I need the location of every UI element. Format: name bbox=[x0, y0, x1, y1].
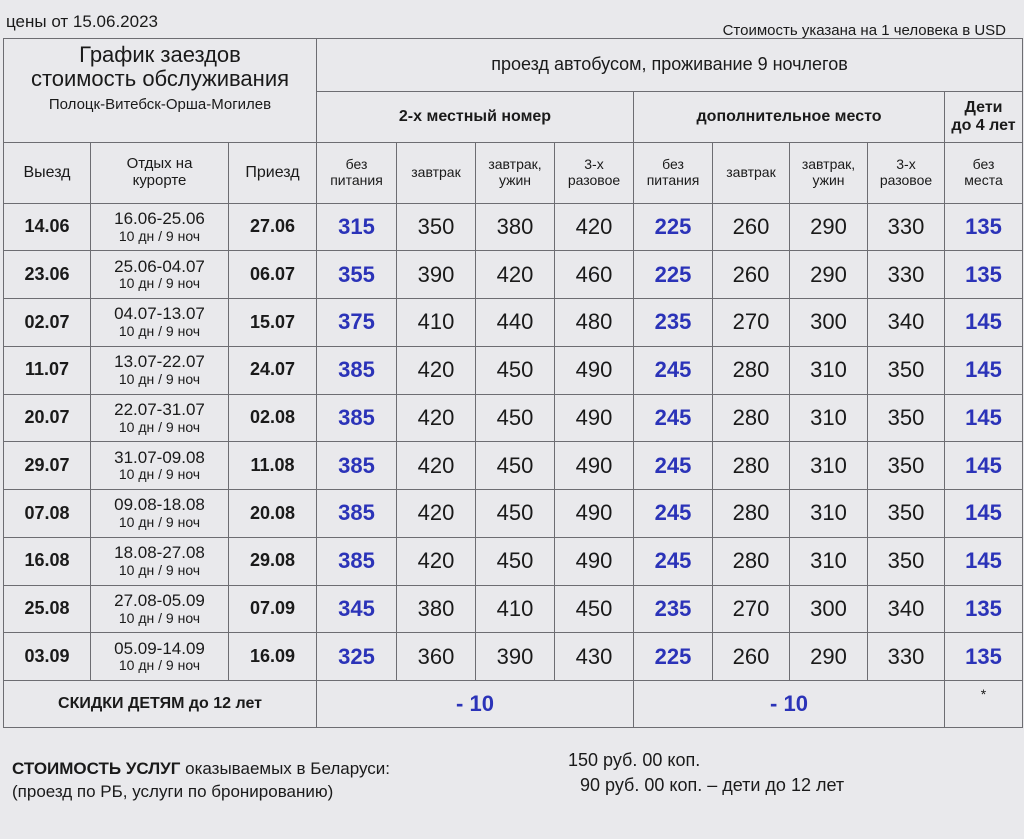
double-col-3-line1: 3-х bbox=[584, 156, 604, 173]
departure-date: 14.06 bbox=[4, 203, 91, 251]
arrival-date: 29.08 bbox=[229, 537, 317, 585]
departure-date: 16.08 bbox=[4, 537, 91, 585]
rest-period-nights: 10 дн / 9 ноч bbox=[118, 514, 201, 531]
double-price: 450 bbox=[476, 346, 555, 394]
double-price: 450 bbox=[476, 490, 555, 538]
double-col-1 bbox=[397, 142, 476, 203]
price-adult: 150 руб. 00 коп. bbox=[568, 750, 701, 770]
extra-price: 290 bbox=[790, 251, 868, 299]
kids-price: 145 bbox=[945, 299, 1023, 347]
rest-period-nights: 10 дн / 9 ноч bbox=[118, 466, 201, 483]
extra-price: 350 bbox=[868, 537, 945, 585]
double-price: 385 bbox=[317, 346, 397, 394]
double-price: 350 bbox=[397, 203, 476, 251]
group-extra-bed: дополнительное место bbox=[634, 91, 945, 142]
extra-price: 235 bbox=[634, 585, 713, 633]
extra-col-2 bbox=[790, 142, 868, 203]
extra-price: 350 bbox=[868, 490, 945, 538]
arrival-date: 02.08 bbox=[229, 394, 317, 442]
extra-price: 260 bbox=[713, 203, 790, 251]
double-price: 420 bbox=[397, 346, 476, 394]
extra-col-1-line1: завтрак bbox=[726, 163, 776, 180]
rest-period-nights: 10 дн / 9 ноч bbox=[118, 609, 201, 626]
route-label: Полоцк-Витебск-Орша-Могилев bbox=[48, 96, 272, 114]
arrival-date: 20.08 bbox=[229, 490, 317, 538]
extra-price: 235 bbox=[634, 299, 713, 347]
rest-period-dates: 22.07-31.07 bbox=[114, 399, 205, 419]
group-kids-line2: до 4 лет bbox=[951, 116, 1016, 134]
discount-double: - 10 bbox=[317, 681, 634, 728]
double-price: 375 bbox=[317, 299, 397, 347]
kids-price: 135 bbox=[945, 633, 1023, 681]
arrival-date: 16.09 bbox=[229, 633, 317, 681]
double-price: 410 bbox=[397, 299, 476, 347]
schedule-title-line1: График заездов bbox=[79, 42, 241, 67]
rest-period-dates: 09.08-18.08 bbox=[114, 495, 205, 515]
rest-period-dates: 13.07-22.07 bbox=[114, 352, 205, 372]
extra-price: 260 bbox=[713, 251, 790, 299]
double-price: 450 bbox=[476, 537, 555, 585]
extra-price: 280 bbox=[713, 490, 790, 538]
extra-price: 245 bbox=[634, 394, 713, 442]
table-row bbox=[4, 203, 1023, 251]
extra-price: 280 bbox=[713, 537, 790, 585]
table-row bbox=[4, 299, 1023, 347]
double-price: 420 bbox=[476, 251, 555, 299]
group-double-room: 2-х местный номер bbox=[317, 91, 634, 142]
extra-price: 280 bbox=[713, 346, 790, 394]
double-col-2-line1: завтрак, bbox=[488, 156, 542, 173]
double-price: 360 bbox=[397, 633, 476, 681]
double-col-1-line1: завтрак bbox=[411, 163, 461, 180]
rest-period bbox=[91, 346, 229, 394]
double-price: 450 bbox=[476, 442, 555, 490]
double-price: 325 bbox=[317, 633, 397, 681]
kids-price: 135 bbox=[945, 203, 1023, 251]
rest-period-nights: 10 дн / 9 ноч bbox=[118, 561, 201, 578]
group-kids-line1: Дети bbox=[964, 99, 1003, 117]
extra-price: 290 bbox=[790, 203, 868, 251]
extra-price: 280 bbox=[713, 442, 790, 490]
kids-price: 135 bbox=[945, 585, 1023, 633]
extra-price: 350 bbox=[868, 394, 945, 442]
arrival-date: 15.07 bbox=[229, 299, 317, 347]
rest-period-dates: 27.08-05.09 bbox=[114, 590, 205, 610]
rest-period-nights: 10 дн / 9 ноч bbox=[118, 275, 201, 292]
extra-price: 270 bbox=[713, 299, 790, 347]
services-title-rest: оказываемых в Беларуси: bbox=[180, 759, 391, 778]
double-price: 380 bbox=[397, 585, 476, 633]
extra-price: 225 bbox=[634, 203, 713, 251]
extra-price: 280 bbox=[713, 394, 790, 442]
double-price: 315 bbox=[317, 203, 397, 251]
extra-price: 310 bbox=[790, 346, 868, 394]
double-col-0-line2: питания bbox=[330, 171, 383, 188]
price-date-note: цены от 15.06.2023 bbox=[6, 12, 159, 31]
kids-price: 145 bbox=[945, 442, 1023, 490]
rest-period bbox=[91, 537, 229, 585]
table-row bbox=[4, 585, 1023, 633]
discount-kids: * bbox=[945, 681, 1023, 728]
double-col-0-line1: без bbox=[345, 156, 368, 173]
extra-col-2-line2: ужин bbox=[812, 171, 845, 188]
extra-price: 300 bbox=[790, 299, 868, 347]
rest-period bbox=[91, 203, 229, 251]
double-price: 420 bbox=[397, 394, 476, 442]
extra-price: 340 bbox=[868, 585, 945, 633]
extra-price: 245 bbox=[634, 490, 713, 538]
col-rest-line1: Отдых на bbox=[126, 155, 193, 173]
kids-col-line2: места bbox=[964, 171, 1003, 188]
col-rest-line2: курорте bbox=[132, 171, 187, 189]
double-price: 480 bbox=[555, 299, 634, 347]
col-departure: Выезд bbox=[4, 142, 91, 203]
discount-row bbox=[4, 681, 1023, 728]
extra-price: 300 bbox=[790, 585, 868, 633]
double-price: 385 bbox=[317, 442, 397, 490]
extra-price: 330 bbox=[868, 633, 945, 681]
kids-price: 145 bbox=[945, 346, 1023, 394]
departure-date: 29.07 bbox=[4, 442, 91, 490]
kids-price: 145 bbox=[945, 490, 1023, 538]
departure-date: 23.06 bbox=[4, 251, 91, 299]
extra-col-0-line2: питания bbox=[646, 171, 700, 188]
double-price: 420 bbox=[397, 490, 476, 538]
departure-date: 20.07 bbox=[4, 394, 91, 442]
rest-period bbox=[91, 490, 229, 538]
rest-period-dates: 05.09-14.09 bbox=[114, 638, 205, 658]
rest-period-dates: 31.07-09.08 bbox=[114, 447, 205, 467]
rest-period-nights: 10 дн / 9 ноч bbox=[118, 657, 201, 674]
rest-period-nights: 10 дн / 9 ноч bbox=[118, 370, 201, 387]
rest-period bbox=[91, 585, 229, 633]
extra-price: 350 bbox=[868, 346, 945, 394]
rest-period bbox=[91, 251, 229, 299]
table-row bbox=[4, 394, 1023, 442]
rest-period-nights: 10 дн / 9 ноч bbox=[118, 227, 201, 244]
double-price: 410 bbox=[476, 585, 555, 633]
double-price: 385 bbox=[317, 490, 397, 538]
table-row bbox=[4, 442, 1023, 490]
rest-period-dates: 04.07-13.07 bbox=[114, 304, 205, 324]
discount-label: СКИДКИ ДЕТЯМ до 12 лет bbox=[4, 681, 317, 728]
price-table bbox=[3, 38, 1023, 728]
extra-col-3-line2: разовое bbox=[879, 171, 933, 188]
extra-price: 310 bbox=[790, 394, 868, 442]
group-kids bbox=[945, 91, 1023, 142]
kids-col bbox=[945, 142, 1023, 203]
table-row bbox=[4, 251, 1023, 299]
table-row bbox=[4, 346, 1023, 394]
double-price: 385 bbox=[317, 394, 397, 442]
rest-period-nights: 10 дн / 9 ноч bbox=[118, 418, 201, 435]
extra-price: 350 bbox=[868, 442, 945, 490]
double-col-0 bbox=[317, 142, 397, 203]
col-rest bbox=[91, 142, 229, 203]
double-price: 450 bbox=[476, 394, 555, 442]
rest-period bbox=[91, 633, 229, 681]
double-price: 420 bbox=[397, 442, 476, 490]
extra-price: 310 bbox=[790, 490, 868, 538]
rest-period bbox=[91, 442, 229, 490]
extra-price: 290 bbox=[790, 633, 868, 681]
extra-col-0 bbox=[634, 142, 713, 203]
double-price: 345 bbox=[317, 585, 397, 633]
double-price: 490 bbox=[555, 346, 634, 394]
double-price: 430 bbox=[555, 633, 634, 681]
arrival-date: 24.07 bbox=[229, 346, 317, 394]
double-price: 490 bbox=[555, 394, 634, 442]
schedule-title-line2: стоимость обслуживания bbox=[30, 66, 290, 92]
extra-price: 260 bbox=[713, 633, 790, 681]
extra-price: 330 bbox=[868, 251, 945, 299]
kids-col-line1: без bbox=[972, 156, 995, 173]
double-price: 420 bbox=[397, 537, 476, 585]
price-child: 90 руб. 00 коп. – дети до 12 лет bbox=[580, 775, 845, 796]
kids-price: 145 bbox=[945, 537, 1023, 585]
discount-extra: - 10 bbox=[634, 681, 945, 728]
extra-price: 225 bbox=[634, 251, 713, 299]
arrival-date: 11.08 bbox=[229, 442, 317, 490]
schedule-title-cell bbox=[4, 39, 317, 143]
double-price: 450 bbox=[555, 585, 634, 633]
table-row bbox=[4, 490, 1023, 538]
services-block bbox=[12, 758, 390, 804]
double-price: 460 bbox=[555, 251, 634, 299]
departure-date: 07.08 bbox=[4, 490, 91, 538]
table-row bbox=[4, 537, 1023, 585]
departure-date: 11.07 bbox=[4, 346, 91, 394]
double-price: 380 bbox=[476, 203, 555, 251]
table-row bbox=[4, 633, 1023, 681]
col-arrival: Приезд bbox=[229, 142, 317, 203]
double-price: 390 bbox=[397, 251, 476, 299]
double-col-3 bbox=[555, 142, 634, 203]
kids-price: 135 bbox=[945, 251, 1023, 299]
double-col-3-line2: разовое bbox=[567, 171, 621, 188]
extra-col-3-line1: 3-х bbox=[896, 156, 916, 173]
extra-price: 310 bbox=[790, 537, 868, 585]
services-title: СТОИМОСТЬ УСЛУГ bbox=[12, 759, 181, 778]
rest-period-nights: 10 дн / 9 ноч bbox=[118, 323, 201, 340]
extra-col-0-line1: без bbox=[662, 156, 684, 173]
arrival-date: 06.07 bbox=[229, 251, 317, 299]
departure-date: 02.07 bbox=[4, 299, 91, 347]
arrival-date: 27.06 bbox=[229, 203, 317, 251]
services-prices bbox=[568, 748, 844, 798]
double-price: 420 bbox=[555, 203, 634, 251]
extra-col-1 bbox=[713, 142, 790, 203]
extra-price: 245 bbox=[634, 346, 713, 394]
rest-period bbox=[91, 394, 229, 442]
double-price: 355 bbox=[317, 251, 397, 299]
services-note: (проезд по РБ, услуги по бронированию) bbox=[12, 781, 334, 801]
double-price: 490 bbox=[555, 490, 634, 538]
double-price: 490 bbox=[555, 442, 634, 490]
extra-price: 245 bbox=[634, 537, 713, 585]
rest-period-dates: 25.06-04.07 bbox=[114, 256, 205, 276]
extra-col-3 bbox=[868, 142, 945, 203]
currency-note: Стоимость указана на 1 человека в USD bbox=[722, 22, 1006, 39]
double-col-2-line2: ужин bbox=[498, 171, 532, 188]
rest-period-dates: 18.08-27.08 bbox=[114, 543, 205, 563]
extra-price: 225 bbox=[634, 633, 713, 681]
extra-price: 330 bbox=[868, 203, 945, 251]
double-price: 385 bbox=[317, 537, 397, 585]
departure-date: 03.09 bbox=[4, 633, 91, 681]
double-price: 490 bbox=[555, 537, 634, 585]
extra-price: 245 bbox=[634, 442, 713, 490]
double-price: 440 bbox=[476, 299, 555, 347]
kids-price: 145 bbox=[945, 394, 1023, 442]
departure-date: 25.08 bbox=[4, 585, 91, 633]
extra-price: 340 bbox=[868, 299, 945, 347]
extra-price: 270 bbox=[713, 585, 790, 633]
rest-period-dates: 16.06-25.06 bbox=[114, 208, 205, 228]
main-header: проезд автобусом, проживание 9 ночлегов bbox=[317, 39, 1023, 92]
double-price: 390 bbox=[476, 633, 555, 681]
extra-col-2-line1: завтрак, bbox=[801, 156, 856, 173]
double-col-2 bbox=[476, 142, 555, 203]
rest-period bbox=[91, 299, 229, 347]
arrival-date: 07.09 bbox=[229, 585, 317, 633]
extra-price: 310 bbox=[790, 442, 868, 490]
